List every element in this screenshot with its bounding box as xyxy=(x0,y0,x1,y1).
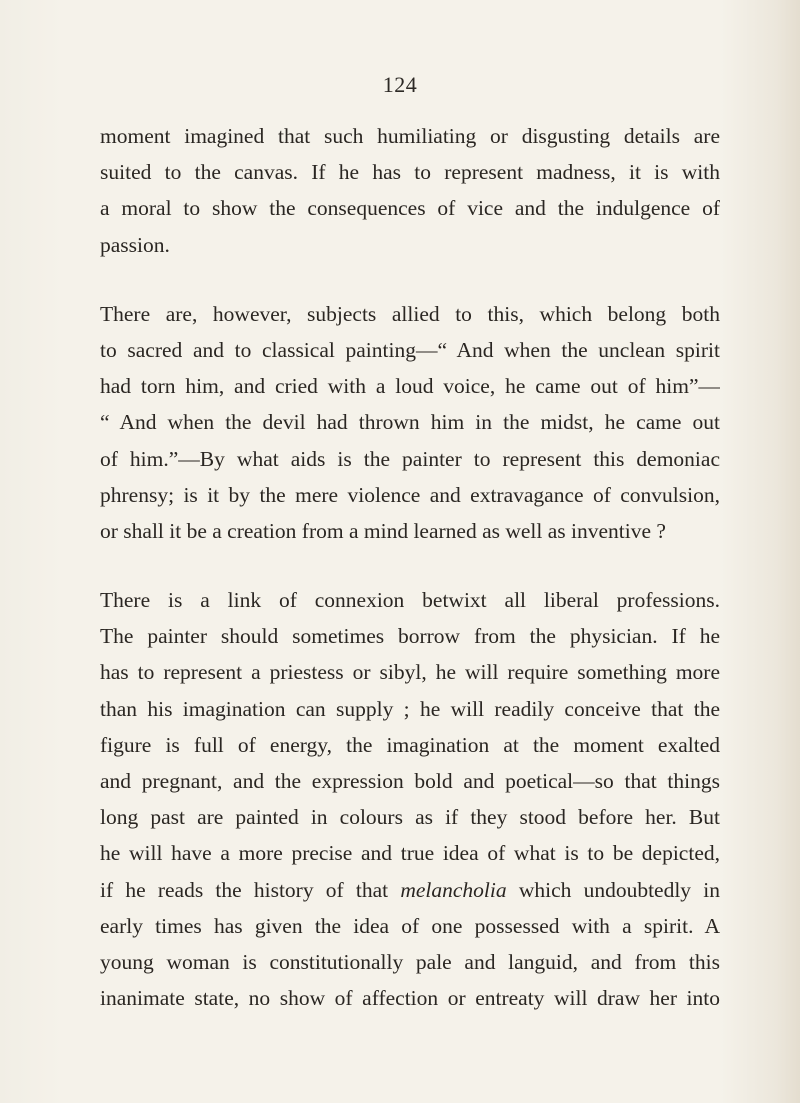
paragraph-1 xyxy=(100,118,720,263)
body-text xyxy=(100,118,720,1049)
text-line: There is a link of connexion betwixt all liberal professions. xyxy=(100,588,720,613)
text-line: figure is full of energy, the imagination at the moment exalted xyxy=(100,732,720,757)
paragraph-2 xyxy=(100,296,720,549)
text-line: long past are painted in colours as if they stood before her. But xyxy=(100,805,720,830)
paragraph-3 xyxy=(100,582,720,1016)
text-segment: which undoubtedly in xyxy=(506,877,720,902)
text-line: The painter should sometimes borrow from the physician. If he xyxy=(100,624,720,649)
text-line: a moral to show the consequences of vice and the indulgence of xyxy=(100,196,720,221)
text-line-with-italic xyxy=(100,872,720,908)
text-line: inanimate state, no show of affection or entreaty will draw her into xyxy=(100,986,720,1011)
text-line: to sacred and to classical painting—“ And when the unclean spirit xyxy=(100,337,720,362)
text-line: suited to the canvas. If he has to represent madness, it is with xyxy=(100,160,720,185)
text-line: had torn him, and cried with a loud voice, he came out of him”— xyxy=(100,374,720,399)
text-line: early times has given the idea of one possessed with a spirit. A xyxy=(100,913,720,938)
text-line: than his imagination can supply ; he will readily conceive that the xyxy=(100,696,720,721)
italic-term: melancholia xyxy=(400,877,507,902)
text-line: passion. xyxy=(100,232,170,257)
text-segment: if he reads the history of that xyxy=(100,877,401,902)
text-line: and pregnant, and the expression bold and poetical—so that things xyxy=(100,769,720,793)
text-line: There are, however, subjects allied to this, which belong both xyxy=(100,301,720,326)
text-line: he will have a more precise and true idea of what is to be depicted, xyxy=(100,841,720,866)
text-line: or shall it be a creation from a mind learned as well as inventive ? xyxy=(100,518,666,543)
text-line: has to represent a priestess or sibyl, he will require something more xyxy=(100,660,720,685)
text-line: young woman is constitutionally pale and languid, and from this xyxy=(100,949,720,974)
page-number: 124 xyxy=(382,72,418,97)
text-line: “ And when the devil had thrown him in the midst, he came out xyxy=(100,410,720,435)
text-line: moment imagined that such humiliating or disgusting details are xyxy=(100,124,720,148)
text-line: phrensy; is it by the mere violence and extravagance of convulsion, xyxy=(100,482,720,507)
text-line: of him.”—By what aids is the painter to represent this demoniac xyxy=(100,446,720,471)
